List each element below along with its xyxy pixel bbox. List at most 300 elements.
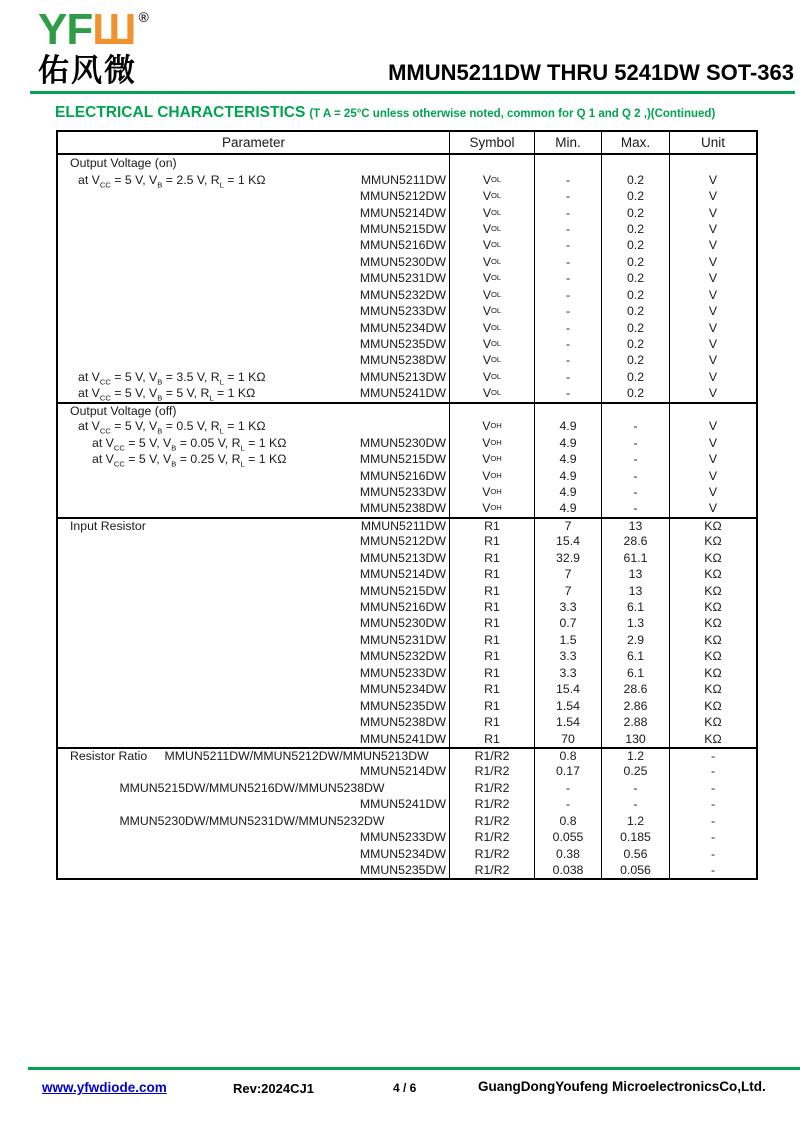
unit-cell: KΩ [669, 681, 756, 697]
param-cell [58, 303, 449, 319]
table-row [58, 730, 756, 746]
symbol-cell: R1 [449, 615, 534, 631]
max-cell: 0.2 [601, 171, 669, 187]
param-cell [58, 385, 449, 401]
unit-cell: KΩ [669, 566, 756, 582]
device-name: MMUN5235DW [359, 698, 446, 713]
revision-label: Rev:2024CJ1 [233, 1081, 314, 1096]
table-row [58, 287, 756, 303]
symbol-cell [449, 155, 534, 171]
device-name: MMUN5234DW [359, 846, 446, 861]
device-group: MMUN5230DW/MMUN5231DW/MMUN5232DW [119, 813, 385, 828]
symbol-cell: V OL [449, 352, 534, 368]
max-cell: 6.1 [601, 599, 669, 615]
param-cell [58, 566, 449, 582]
unit-cell: V [669, 221, 756, 237]
device-name: MMUN5211DW [360, 172, 446, 187]
unit-cell: - [669, 780, 756, 796]
device-name: MMUN5213DW [359, 369, 446, 384]
symbol-cell: V OL [449, 171, 534, 187]
table-row [58, 599, 756, 615]
device-name: MMUN5214DW [359, 567, 446, 582]
symbol-cell: V OL [449, 336, 534, 352]
logo-yf-text: YF [38, 5, 93, 54]
min-cell [534, 155, 601, 171]
min-cell: 4.9 [534, 484, 601, 500]
symbol-cell: R1/R2 [449, 862, 534, 878]
param-cell [58, 697, 449, 713]
min-cell: 0.038 [534, 862, 601, 878]
max-cell: 1.3 [601, 615, 669, 631]
max-cell: 0.2 [601, 237, 669, 253]
device-name: MMUN5235DW [359, 337, 446, 352]
symbol-cell: R1 [449, 730, 534, 746]
max-cell: 0.2 [601, 270, 669, 286]
param-label: Input Resistor [70, 518, 146, 533]
symbol-cell: V OL [449, 254, 534, 270]
max-cell: 1.2 [601, 749, 669, 763]
max-cell: 13 [601, 519, 669, 533]
symbol-cell: R1 [449, 714, 534, 730]
device-name: MMUN5238DW [359, 353, 446, 368]
param-cell [58, 665, 449, 681]
max-cell: - [601, 484, 669, 500]
device-name: MMUN5241DW [359, 386, 446, 401]
unit-cell: V [669, 171, 756, 187]
device-group: MMUN5215DW/MMUN5216DW/MMUN5238DW [119, 780, 385, 795]
device-name: MMUN5231DW [359, 632, 446, 647]
unit-cell: V [669, 352, 756, 368]
max-cell: 0.2 [601, 254, 669, 270]
min-cell: - [534, 303, 601, 319]
table-row [58, 336, 756, 352]
min-cell: 0.38 [534, 845, 601, 861]
max-cell: 0.185 [601, 829, 669, 845]
device-name: MMUN5212DW [359, 534, 446, 549]
symbol-cell: R1/R2 [449, 845, 534, 861]
symbol-cell: V OL [449, 369, 534, 385]
table-row [58, 237, 756, 253]
device-name: MMUN5238DW [359, 715, 446, 730]
unit-cell: KΩ [669, 533, 756, 549]
device-name: MMUN5213DW [359, 550, 446, 565]
table-row [58, 780, 756, 796]
max-cell: 2.86 [601, 697, 669, 713]
table-row [58, 648, 756, 664]
device-name: MMUN5232DW [359, 649, 446, 664]
symbol-cell: V OL [449, 319, 534, 335]
symbol-cell: V OH [449, 451, 534, 467]
company-name: GuangDongYoufeng MicroelectronicsCo,Ltd. [478, 1079, 766, 1094]
unit-cell: V [669, 319, 756, 335]
table-row [58, 352, 756, 368]
column-header-unit: Unit [669, 132, 756, 153]
param-cell [58, 615, 449, 631]
param-cell [58, 796, 449, 812]
table-row [58, 270, 756, 286]
max-cell: 2.88 [601, 714, 669, 730]
table-row [58, 418, 756, 434]
param-cell [58, 519, 449, 533]
unit-cell: KΩ [669, 730, 756, 746]
table-row [58, 665, 756, 681]
symbol-cell: R1 [449, 533, 534, 549]
max-cell: 13 [601, 582, 669, 598]
min-cell: - [534, 385, 601, 401]
param-cell [58, 221, 449, 237]
table-row [58, 829, 756, 845]
symbol-cell: R1/R2 [449, 763, 534, 779]
max-cell: - [601, 780, 669, 796]
symbol-cell: R1/R2 [449, 829, 534, 845]
max-cell: 0.2 [601, 287, 669, 303]
symbol-cell: V OL [449, 188, 534, 204]
param-cell [58, 287, 449, 303]
min-cell: - [534, 319, 601, 335]
device-name: MMUN5214DW [359, 205, 446, 220]
unit-cell: V [669, 270, 756, 286]
param-label: at $V_{CC} = 5$ V, $V_B = 0.5$ V, $R_L = 1$ KΩ [78, 419, 266, 436]
min-cell: - [534, 352, 601, 368]
device-name: MMUN5215DW [359, 583, 446, 598]
unit-cell: V [669, 369, 756, 385]
electrical-characteristics-table [56, 130, 758, 880]
unit-cell: V [669, 484, 756, 500]
max-cell: - [601, 467, 669, 483]
unit-cell: KΩ [669, 714, 756, 730]
device-name: MMUN5214DW [359, 764, 446, 779]
table-row [58, 221, 756, 237]
table-row [58, 796, 756, 812]
max-cell [601, 404, 669, 418]
param-label: Output Voltage (off) [70, 403, 177, 418]
unit-cell: V [669, 418, 756, 434]
symbol-cell: V OL [449, 385, 534, 401]
min-cell: 32.9 [534, 550, 601, 566]
device-name: MMUN5215DW [359, 221, 446, 236]
company-logo [38, 5, 149, 88]
unit-cell: - [669, 862, 756, 878]
table-row [58, 681, 756, 697]
param-cell [58, 648, 449, 664]
param-cell [58, 484, 449, 500]
param-cell [58, 829, 449, 845]
table-row [58, 467, 756, 483]
symbol-cell: R1 [449, 519, 534, 533]
min-cell: - [534, 336, 601, 352]
param-cell [58, 369, 449, 385]
device-name: MMUN5231DW [359, 271, 446, 286]
min-cell: 70 [534, 730, 601, 746]
logo-chinese-name: 佑风微 [38, 53, 137, 88]
table-row [58, 533, 756, 549]
param-cell [58, 319, 449, 335]
min-cell: 7 [534, 566, 601, 582]
param-cell [58, 171, 449, 190]
column-header-parameter: Parameter [221, 135, 286, 150]
param-cell [58, 404, 449, 418]
unit-cell: V [669, 287, 756, 303]
page-number: 4 / 6 [393, 1081, 417, 1095]
symbol-cell: V OL [449, 221, 534, 237]
symbol-cell: R1/R2 [449, 780, 534, 796]
symbol-cell: R1 [449, 632, 534, 648]
min-cell: 7 [534, 582, 601, 598]
param-cell [58, 862, 449, 878]
device-name: MMUN5233DW [359, 665, 446, 680]
device-name: MMUN5230DW [359, 435, 446, 450]
device-name: MMUN5235DW [359, 863, 446, 878]
param-cell [58, 730, 449, 746]
unit-cell: - [669, 796, 756, 812]
device-name: MMUN5241DW [359, 797, 446, 812]
min-cell: 15.4 [534, 533, 601, 549]
min-cell: 1.54 [534, 714, 601, 730]
min-cell: 3.3 [534, 665, 601, 681]
param-cell [58, 418, 449, 434]
table-row [58, 763, 756, 779]
symbol-cell: V OH [449, 467, 534, 483]
device-name: MMUN5234DW [359, 320, 446, 335]
device-name: MMUN5216DW [359, 238, 446, 253]
unit-cell: KΩ [669, 550, 756, 566]
device-group: MMUN5211DW/MMUN5212DW/MMUN5213DW [164, 748, 429, 763]
min-cell: 7 [534, 519, 601, 533]
device-name: MMUN5241DW [359, 731, 446, 746]
symbol-cell: V OH [449, 500, 534, 516]
min-cell: 3.3 [534, 648, 601, 664]
device-name: MMUN5233DW [359, 484, 446, 499]
max-cell: 0.056 [601, 862, 669, 878]
table-row [58, 171, 756, 190]
param-cell [58, 451, 449, 467]
min-cell [534, 404, 601, 418]
website-link[interactable]: www.yfwdiode.com [42, 1080, 167, 1095]
param-label: at $V_{CC} = 5$ V, $V_B = 0.25$ V, $R_L = 1$ KΩ [92, 452, 287, 469]
min-cell: 0.8 [534, 813, 601, 829]
table-row [58, 385, 756, 401]
symbol-cell: R1 [449, 681, 534, 697]
table-row [58, 204, 756, 220]
param-cell [58, 780, 449, 796]
column-header-min: Min. [534, 132, 601, 153]
symbol-cell: V OL [449, 303, 534, 319]
min-cell: - [534, 369, 601, 385]
max-cell: 2.9 [601, 632, 669, 648]
unit-cell [669, 155, 756, 171]
unit-cell: KΩ [669, 648, 756, 664]
param-cell [58, 155, 449, 171]
max-cell: 0.2 [601, 221, 669, 237]
table-row [58, 582, 756, 598]
param-cell [58, 749, 449, 763]
table-row [58, 615, 756, 631]
unit-cell: KΩ [669, 582, 756, 598]
min-cell: 0.055 [534, 829, 601, 845]
unit-cell: V [669, 336, 756, 352]
unit-cell: V [669, 451, 756, 467]
unit-cell: V [669, 303, 756, 319]
device-name: MMUN5238DW [359, 501, 446, 516]
unit-cell: KΩ [669, 632, 756, 648]
table-row [58, 845, 756, 861]
unit-cell: KΩ [669, 615, 756, 631]
symbol-cell: R1 [449, 648, 534, 664]
symbol-cell: R1 [449, 566, 534, 582]
param-label: at $V_{CC} = 5$ V, $V_B = 0.05$ V, $R_L = 1$ KΩ [92, 435, 287, 453]
symbol-cell: R1/R2 [449, 813, 534, 829]
unit-cell: V [669, 237, 756, 253]
param-cell [58, 763, 449, 779]
unit-cell: - [669, 845, 756, 861]
table-row [58, 188, 756, 204]
symbol-cell: V OL [449, 270, 534, 286]
param-cell [58, 254, 449, 270]
param-cell [58, 237, 449, 253]
unit-cell: - [669, 829, 756, 845]
param-cell [58, 813, 449, 829]
device-name: MMUN5232DW [359, 287, 446, 302]
max-cell: - [601, 418, 669, 434]
max-cell: 1.2 [601, 813, 669, 829]
param-cell [58, 714, 449, 730]
unit-cell: V [669, 188, 756, 204]
max-cell: 130 [601, 730, 669, 746]
table-row [58, 697, 756, 713]
param-cell [58, 533, 449, 549]
symbol-cell: V OL [449, 287, 534, 303]
unit-cell: V [669, 385, 756, 401]
min-cell: 3.3 [534, 599, 601, 615]
column-header-symbol: Symbol [449, 132, 534, 153]
min-cell: 0.8 [534, 749, 601, 763]
symbol-cell: V OH [449, 418, 534, 434]
table-row [58, 517, 756, 533]
unit-cell: KΩ [669, 697, 756, 713]
min-cell: 1.54 [534, 697, 601, 713]
table-header-row [58, 132, 756, 155]
symbol-cell: V OH [449, 434, 534, 450]
param-cell [58, 336, 449, 352]
max-cell: 28.6 [601, 533, 669, 549]
max-cell: 0.2 [601, 319, 669, 335]
table-row [58, 303, 756, 319]
min-cell: 0.7 [534, 615, 601, 631]
symbol-cell: R1 [449, 582, 534, 598]
table-row [58, 747, 756, 763]
param-label: at $V_{CC} = 5$ V, $V_B = 3.5$ V, $R_L = 1$ KΩ [78, 369, 266, 387]
device-name: MMUN5230DW [359, 254, 446, 269]
max-cell: 0.2 [601, 352, 669, 368]
device-name: MMUN5215DW [359, 452, 446, 467]
max-cell: 6.1 [601, 648, 669, 664]
min-cell: 4.9 [534, 418, 601, 434]
min-cell: 4.9 [534, 451, 601, 467]
symbol-cell: R1 [449, 697, 534, 713]
unit-cell: KΩ [669, 665, 756, 681]
min-cell: - [534, 780, 601, 796]
symbol-cell: V OL [449, 237, 534, 253]
param-label: at $V_{CC} = 5$ V, $V_B = 5$ V, $R_L = 1$ KΩ [78, 386, 256, 403]
max-cell: 28.6 [601, 681, 669, 697]
table-row [58, 369, 756, 385]
param-label: Output Voltage (on) [70, 156, 177, 171]
unit-cell: V [669, 254, 756, 270]
max-cell: 0.2 [601, 204, 669, 220]
table-row [58, 451, 756, 467]
param-cell [58, 599, 449, 615]
unit-cell: - [669, 763, 756, 779]
unit-cell [669, 404, 756, 418]
table-row [58, 155, 756, 171]
table-row [58, 813, 756, 829]
device-name: MMUN5216DW [359, 468, 446, 483]
param-cell [58, 845, 449, 861]
param-cell [58, 681, 449, 697]
min-cell: - [534, 287, 601, 303]
table-row [58, 714, 756, 730]
column-header-max: Max. [601, 132, 669, 153]
max-cell: 0.2 [601, 385, 669, 401]
symbol-cell: V OL [449, 204, 534, 220]
section-heading-conditions: (T A = 25°C unless otherwise noted, common for Q 1 and Q 2 ,)(Continued) [309, 108, 716, 120]
max-cell: 0.2 [601, 188, 669, 204]
table-row [58, 550, 756, 566]
param-cell [58, 352, 449, 368]
max-cell: 13 [601, 566, 669, 582]
table-body [58, 155, 756, 878]
symbol-cell: R1 [449, 599, 534, 615]
device-name: MMUN5211DW [360, 518, 446, 533]
param-label: at $V_{CC} = 5$ V, $V_B = 2.5$ V, $R_L = 1$ KΩ [78, 172, 266, 190]
table-row [58, 566, 756, 582]
unit-cell: V [669, 434, 756, 450]
table-row [58, 254, 756, 270]
min-cell: - [534, 237, 601, 253]
symbol-cell [449, 404, 534, 418]
symbol-cell: R1 [449, 665, 534, 681]
registered-trademark-icon: ® [138, 9, 149, 25]
symbol-cell: R1 [449, 550, 534, 566]
max-cell: 0.2 [601, 336, 669, 352]
device-name: MMUN5234DW [359, 682, 446, 697]
max-cell: 0.25 [601, 763, 669, 779]
page-title: MMUN5211DW THRU 5241DW SOT-363 [388, 60, 794, 85]
table-row [58, 319, 756, 335]
header-divider [30, 91, 795, 94]
symbol-cell: V OH [449, 484, 534, 500]
param-cell [58, 500, 449, 516]
max-cell: - [601, 434, 669, 450]
unit-cell: V [669, 467, 756, 483]
logo-wordmark [38, 5, 149, 54]
min-cell: 1.5 [534, 632, 601, 648]
param-cell [58, 270, 449, 286]
min-cell: 4.9 [534, 500, 601, 516]
min-cell: - [534, 188, 601, 204]
param-cell [58, 188, 449, 204]
min-cell: - [534, 171, 601, 187]
device-name: MMUN5233DW [359, 304, 446, 319]
section-heading [55, 104, 715, 122]
table-row [58, 434, 756, 453]
section-heading-main: ELECTRICAL CHARACTERISTICS [55, 104, 306, 121]
max-cell [601, 155, 669, 171]
symbol-cell: R1/R2 [449, 749, 534, 763]
min-cell: 4.9 [534, 434, 601, 450]
table-row [58, 484, 756, 500]
unit-cell: V [669, 204, 756, 220]
